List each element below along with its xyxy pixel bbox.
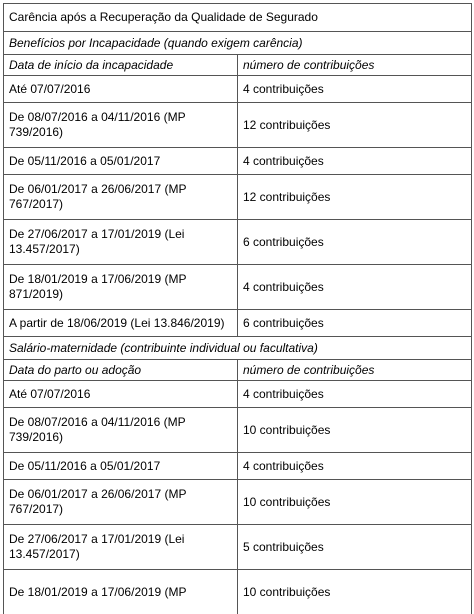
table-row [4, 408, 472, 453]
table-row [4, 453, 472, 480]
table-row [4, 103, 472, 148]
section-heading-maternidade: Salário-maternidade (contribuinte individual ou facultativa) [4, 337, 472, 360]
column-header-contributions: número de contribuições [238, 55, 472, 76]
contributions-cell: 4 contribuições [238, 265, 472, 310]
period-cell: De 05/11/2016 a 05/01/2017 [4, 148, 238, 175]
table-row [4, 310, 472, 337]
contributions-cell: 4 contribuições [238, 76, 472, 103]
contributions-cell: 12 contribuições [238, 103, 472, 148]
column-header-contributions: número de contribuições [238, 360, 472, 381]
table-row [4, 525, 472, 570]
table-row [4, 265, 472, 310]
table-row [4, 570, 472, 614]
contributions-cell: 10 contribuições [238, 408, 472, 453]
contributions-cell: 4 contribuições [238, 453, 472, 480]
carencia-table [3, 3, 472, 614]
column-header-row [4, 360, 472, 381]
table-row [4, 175, 472, 220]
contributions-cell: 10 contribuições [238, 480, 472, 525]
contributions-cell: 6 contribuições [238, 310, 472, 337]
contributions-cell: 6 contribuições [238, 220, 472, 265]
period-cell: Até 07/07/2016 [4, 381, 238, 408]
period-cell: De 27/06/2017 a 17/01/2019 (Lei 13.457/2017) [4, 220, 238, 265]
table-row [4, 76, 472, 103]
column-header-period: Data de início da incapacidade [4, 55, 238, 76]
section-heading-row [4, 32, 472, 55]
period-cell: Até 07/07/2016 [4, 76, 238, 103]
table-row [4, 381, 472, 408]
table-title: Carência após a Recuperação da Qualidade de Segurado [4, 4, 472, 32]
period-cell: De 18/01/2019 a 17/06/2019 (MP 871/2019) [4, 265, 238, 310]
contributions-cell: 5 contribuições [238, 525, 472, 570]
period-cell: De 08/07/2016 a 04/11/2016 (MP 739/2016) [4, 103, 238, 148]
column-header-row [4, 55, 472, 76]
table-row [4, 148, 472, 175]
title-row [4, 4, 472, 32]
column-header-period: Data do parto ou adoção [4, 360, 238, 381]
period-cell: De 05/11/2016 a 05/01/2017 [4, 453, 238, 480]
contributions-cell: 10 contribuições [238, 570, 472, 614]
period-cell: De 06/01/2017 a 26/06/2017 (MP 767/2017) [4, 480, 238, 525]
period-cell: De 08/07/2016 a 04/11/2016 (MP 739/2016) [4, 408, 238, 453]
table-row [4, 220, 472, 265]
period-cell: De 27/06/2017 a 17/01/2019 (Lei 13.457/2017) [4, 525, 238, 570]
contributions-cell: 4 contribuições [238, 148, 472, 175]
table-row [4, 480, 472, 525]
period-cell: De 06/01/2017 a 26/06/2017 (MP 767/2017) [4, 175, 238, 220]
period-cell: A partir de 18/06/2019 (Lei 13.846/2019) [4, 310, 238, 337]
section-heading-row [4, 337, 472, 360]
contributions-cell: 4 contribuições [238, 381, 472, 408]
section-heading-incapacidade: Benefícios por Incapacidade (quando exigem carência) [4, 32, 472, 55]
period-cell: De 18/01/2019 a 17/06/2019 (MP [4, 570, 238, 614]
contributions-cell: 12 contribuições [238, 175, 472, 220]
